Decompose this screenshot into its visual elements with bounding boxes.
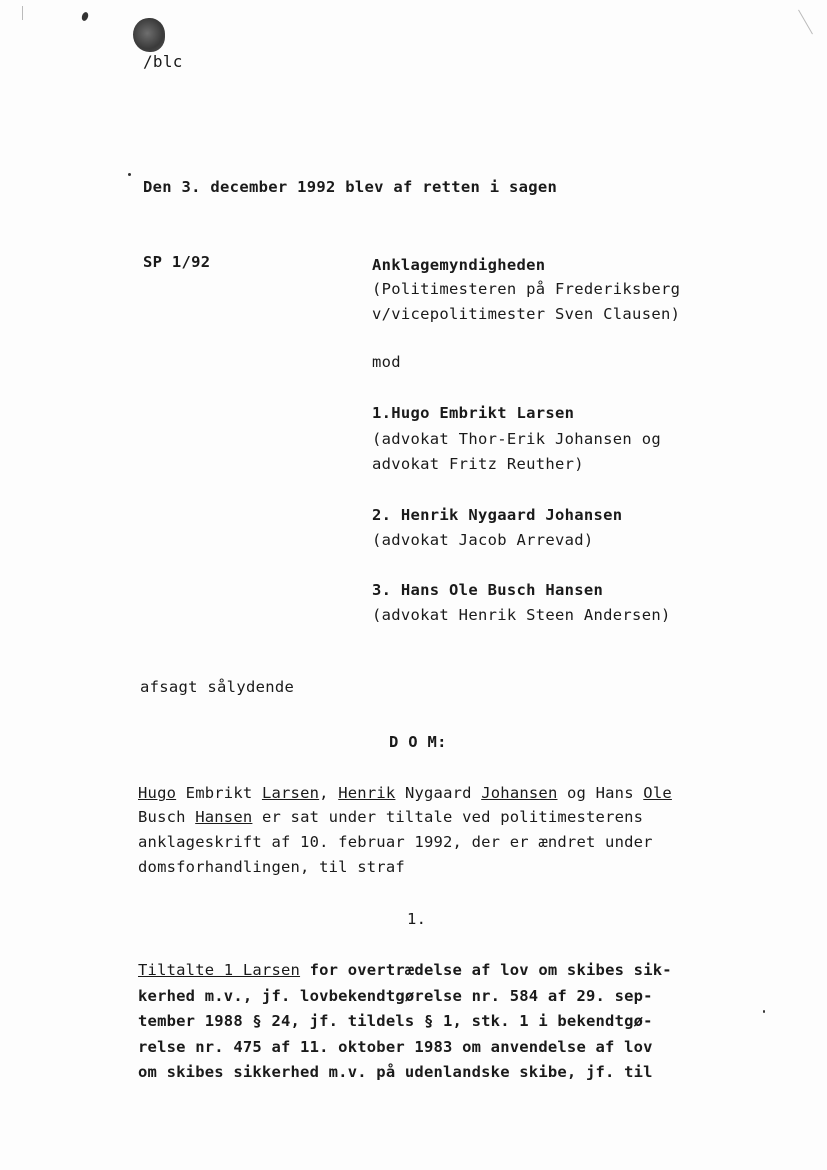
name-word: Hansen [195,808,253,826]
opening-line: Den 3. december 1992 blev af retten i sagen [143,178,558,196]
defendant-lawyer: (advokat Thor-Erik Johansen og [372,430,661,448]
defendant-reference: Tiltalte 1 Larsen [138,961,301,979]
paragraph-line: relse nr. 475 af 11. oktober 1983 om anvendelse af lov [138,1038,653,1056]
paragraph-line: om skibes sikkerhed m.v. på udenlandske skibe, jf. til [138,1063,653,1081]
name-word: Larsen [261,784,320,802]
ink-blot [133,18,165,52]
scan-mark [798,10,813,35]
text-run: er sat under tiltale ved politimesterens [252,808,644,826]
name-word: Ole [643,784,672,802]
defendant-name: 1.Hugo Embrikt Larsen [372,404,575,422]
paragraph-line: anklageskrift af 10. februar 1992, der er ændret under [138,833,653,851]
defendant-name: 3. Hans Ole Busch Hansen [372,581,604,599]
verdict-heading: D O M: [389,733,447,751]
verdict-intro: afsagt sålydende [140,678,295,696]
paragraph-line [138,784,672,802]
text-run: for overtrædelse af lov om skibes sik- [300,961,672,979]
ink-speck [81,11,90,22]
text-run: Busch [138,808,196,826]
section-number: 1. [407,910,427,928]
text-run: Embrikt [176,784,262,802]
ink-speck [763,1010,765,1013]
name-word: Johansen [481,784,558,802]
prosecution-title: Anklagemyndigheden [372,256,546,274]
name-word: Hugo [138,784,177,802]
prosecution-line: (Politimesteren på Frederiksberg [372,280,681,298]
ink-speck [128,173,131,176]
defendant-name: 2. Henrik Nygaard Johansen [372,506,623,524]
case-number: SP 1/92 [143,253,211,271]
prosecution-line: v/vicepolitimester Sven Clausen) [372,305,681,323]
text-run: , [319,784,339,802]
text-run: og Hans [557,784,644,802]
defendant-lawyer: advokat Fritz Reuther) [372,455,584,473]
paragraph-line: kerhed m.v., jf. lovbekendtgørelse nr. 584 af 29. sep- [138,987,653,1005]
defendant-lawyer: (advokat Henrik Steen Andersen) [372,606,671,624]
name-word: Henrik [338,784,396,802]
defendant-lawyer: (advokat Jacob Arrevad) [372,531,594,549]
paragraph-line [138,961,672,979]
paragraph-line: domsforhandlingen, til straf [138,858,405,876]
paragraph-line: tember 1988 § 24, jf. tildels § 1, stk. 1 i bekendtgø- [138,1012,653,1030]
scan-mark [22,6,23,20]
versus-label: mod [372,353,401,371]
paragraph-line [138,808,643,826]
text-run: Nygaard [395,784,482,802]
reference-code: /blc [143,52,183,71]
